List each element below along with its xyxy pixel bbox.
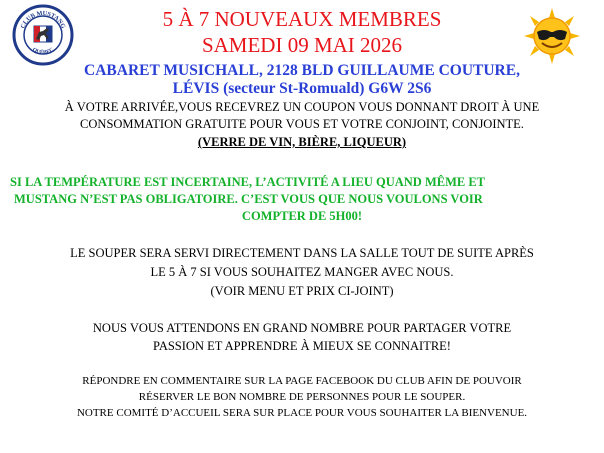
arrival-text-line2: CONSOMMATION GRATUITE POUR VOUS ET VOTRE CONJOINT, CONJOINTE. [80, 117, 524, 131]
event-date: SAMEDI 09 MAI 2026 [201, 33, 403, 57]
supper-text-line1: LE SOUPER SERA SERVI DIRECTEMENT DANS LA SALLE TOUT DE SUITE APRÈS [70, 246, 534, 260]
venue-address-line2: LÉVIS (secteur St-Romuald) G6W 2S6 [172, 80, 432, 97]
weather-text-line2: MUSTANG N’EST PAS OBLIGATOIRE. C’EST VOUS QUE NOUS VOULONS VOIR [14, 192, 483, 206]
invite-text-line1: NOUS VOUS ATTENDONS EN GRAND NOMBRE POUR PARTAGER VOTRE [92, 321, 512, 335]
weather-text-line1: SI LA TEMPÉRATURE EST INCERTAINE, L’ACTIVITÉ A LIEU QUAND MÊME ET [10, 175, 486, 189]
logo-text-top: CLUB MUSTANG [19, 9, 67, 30]
event-title: 5 À 7 NOUVEAUX MEMBRES [162, 7, 442, 31]
weather-text-line3: COMPTER DE 5H00! [241, 209, 363, 223]
drinks-note: (VERRE DE VIN, BIÈRE, LIQUEUR) [197, 135, 407, 149]
reply-text-line2: RÉSERVER LE BON NOMBRE DE PERSONNES POUR LE SOUPER. [138, 391, 466, 403]
supper-text-line2: LE 5 À 7 SI VOUS SOUHAITEZ MANGER AVEC NOUS. [150, 265, 454, 279]
welcome-note: NOTRE COMITÉ D’ACCUEIL SERA SUR PLACE POUR VOUS SOUHAITER LA BIENVENUE. [76, 407, 528, 419]
logo-text-bottom: QUÉBEC [31, 46, 55, 57]
menu-note: (VOIR MENU ET PRIX CI-JOINT) [210, 284, 394, 298]
arrival-text-line1: À VOTRE ARRIVÉE,VOUS RECEVREZ UN COUPON VOUS DONNANT DROIT À UNE [64, 100, 540, 114]
reply-text-line1: RÉPONDRE EN COMMENTAIRE SUR LA PAGE FACEBOOK DU CLUB AFIN DE POUVOIR [82, 375, 522, 387]
venue-address-line1: CABARET MUSICHALL, 2128 BLD GUILLAUME COUTURE, [84, 62, 520, 79]
invite-text-line2: PASSION ET APPRENDRE À MIEUX SE CONNAITRE! [153, 339, 451, 353]
